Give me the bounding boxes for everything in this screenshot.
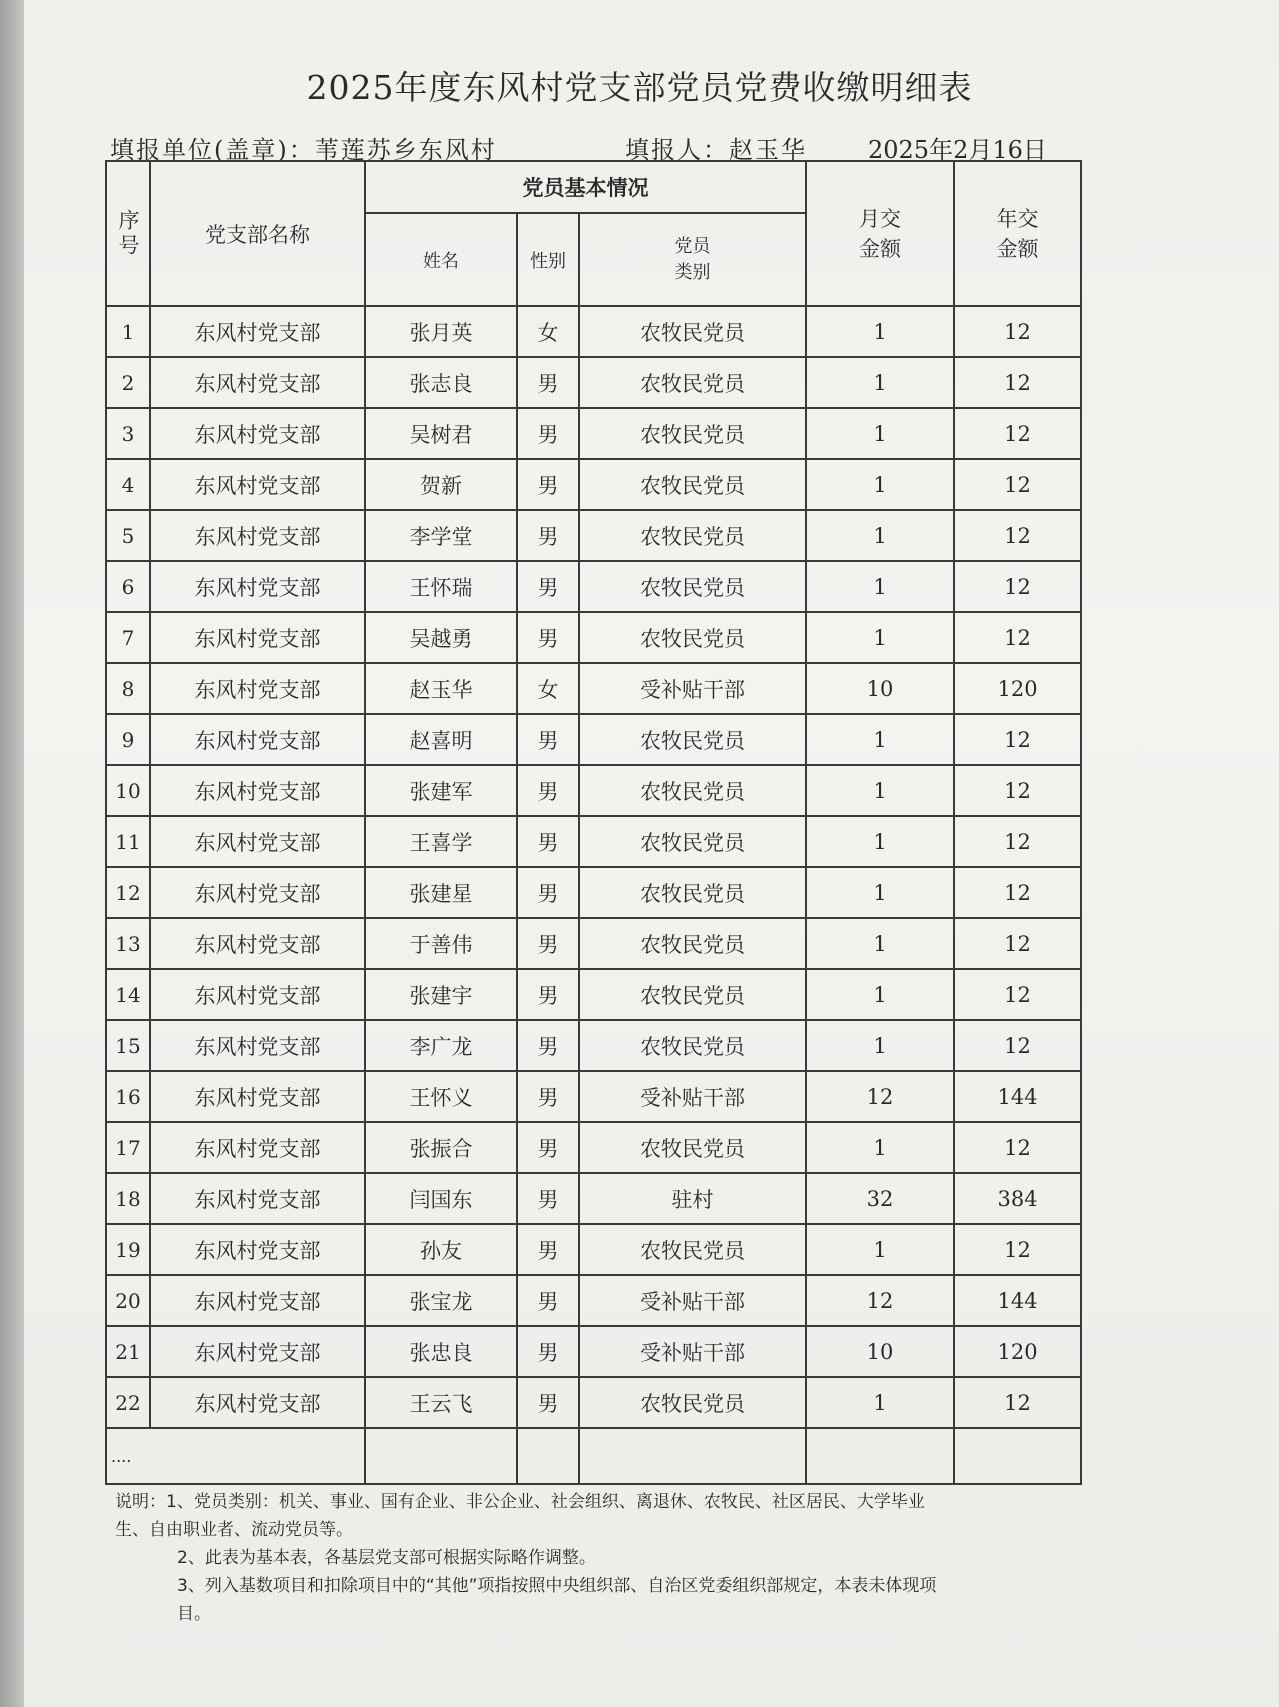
cell-branch: 东风村党支部 (150, 306, 365, 357)
cell-monthly: 1 (806, 969, 954, 1020)
cell-gender: 男 (517, 510, 579, 561)
cell-no: 14 (106, 969, 150, 1020)
ellipsis-cell (106, 1428, 365, 1484)
table-row (106, 357, 1081, 408)
cell-monthly: 1 (806, 510, 954, 561)
table-row (106, 765, 1081, 816)
cell-yearly: 12 (954, 357, 1081, 408)
cell-monthly: 1 (806, 918, 954, 969)
cell-no: 15 (106, 1020, 150, 1071)
cell-gender: 男 (517, 867, 579, 918)
cell-yearly: 12 (954, 918, 1081, 969)
cell-branch: 东风村党支部 (150, 612, 365, 663)
table-row (106, 1275, 1081, 1326)
cell-name: 闫国东 (365, 1173, 517, 1224)
cell-yearly: 12 (954, 969, 1081, 1020)
table-row (106, 306, 1081, 357)
cell-category: 驻村 (579, 1173, 806, 1224)
empty-cell (579, 1428, 806, 1484)
report-date: 2025年2月16日 (868, 136, 1047, 164)
cell-monthly: 1 (806, 765, 954, 816)
cell-category: 农牧民党员 (579, 867, 806, 918)
cell-no: 13 (106, 918, 150, 969)
cell-name: 吴越勇 (365, 612, 517, 663)
cell-yearly: 12 (954, 510, 1081, 561)
cell-gender: 女 (517, 663, 579, 714)
cell-gender: 男 (517, 357, 579, 408)
cell-name: 王怀瑞 (365, 561, 517, 612)
header-monthly-label: 月交金额 (859, 206, 902, 261)
cell-monthly: 1 (806, 612, 954, 663)
cell-category: 受补贴干部 (579, 1326, 806, 1377)
cell-category: 农牧民党员 (579, 816, 806, 867)
table-row (106, 561, 1081, 612)
cell-no: 18 (106, 1173, 150, 1224)
cell-gender: 男 (517, 1071, 579, 1122)
cell-yearly: 12 (954, 1020, 1081, 1071)
cell-gender: 男 (517, 1275, 579, 1326)
cell-no: 2 (106, 357, 150, 408)
table-row (106, 459, 1081, 510)
table-row (106, 918, 1081, 969)
cell-category: 农牧民党员 (579, 1377, 806, 1428)
cell-name: 贺新 (365, 459, 517, 510)
table-row (106, 714, 1081, 765)
cell-monthly: 10 (806, 1326, 954, 1377)
cell-no: 3 (106, 408, 150, 459)
cell-name: 张振合 (365, 1122, 517, 1173)
cell-yearly: 12 (954, 561, 1081, 612)
cell-branch: 东风村党支部 (150, 1377, 365, 1428)
cell-category: 受补贴干部 (579, 1275, 806, 1326)
cell-yearly: 12 (954, 612, 1081, 663)
cell-yearly: 12 (954, 1122, 1081, 1173)
table-row (106, 408, 1081, 459)
cell-gender: 男 (517, 765, 579, 816)
cell-monthly: 12 (806, 1071, 954, 1122)
header-category-label: 党员类别 (674, 235, 711, 283)
cell-branch: 东风村党支部 (150, 459, 365, 510)
cell-no: 4 (106, 459, 150, 510)
cell-category: 农牧民党员 (579, 765, 806, 816)
table-row (106, 1326, 1081, 1377)
header-yearly-label: 年交金额 (996, 206, 1039, 261)
cell-no: 11 (106, 816, 150, 867)
header-gender: 性别 (517, 213, 579, 306)
cell-no: 12 (106, 867, 150, 918)
cell-monthly: 1 (806, 714, 954, 765)
cell-monthly: 1 (806, 561, 954, 612)
cell-name: 张宝龙 (365, 1275, 517, 1326)
cell-name: 张建军 (365, 765, 517, 816)
cell-category: 农牧民党员 (579, 357, 806, 408)
cell-branch: 东风村党支部 (150, 1071, 365, 1122)
cell-name: 张建宇 (365, 969, 517, 1020)
cell-name: 李学堂 (365, 510, 517, 561)
cell-no: 5 (106, 510, 150, 561)
cell-gender: 男 (517, 1020, 579, 1071)
empty-cell (954, 1428, 1081, 1484)
cell-branch: 东风村党支部 (150, 816, 365, 867)
cell-monthly: 1 (806, 816, 954, 867)
cell-yearly: 144 (954, 1275, 1081, 1326)
cell-name: 张忠良 (365, 1326, 517, 1377)
cell-branch: 东风村党支部 (150, 1224, 365, 1275)
cell-no: 7 (106, 612, 150, 663)
cell-category: 农牧民党员 (579, 714, 806, 765)
cell-name: 于善伟 (365, 918, 517, 969)
cell-name: 张建星 (365, 867, 517, 918)
empty-cell (806, 1428, 954, 1484)
cell-no: 20 (106, 1275, 150, 1326)
cell-category: 农牧民党员 (579, 459, 806, 510)
cell-monthly: 32 (806, 1173, 954, 1224)
cell-no: 16 (106, 1071, 150, 1122)
cell-branch: 东风村党支部 (150, 918, 365, 969)
cell-yearly: 12 (954, 1224, 1081, 1275)
header-name: 姓名 (365, 213, 517, 306)
note-2: 2、此表为基本表，各基层党支部可根据实际略作调整。 (177, 1548, 596, 1568)
empty-cell (517, 1428, 579, 1484)
table-row (106, 816, 1081, 867)
cell-monthly: 1 (806, 867, 954, 918)
cell-name: 孙友 (365, 1224, 517, 1275)
cell-category: 农牧民党员 (579, 1122, 806, 1173)
cell-yearly: 120 (954, 663, 1081, 714)
cell-gender: 男 (517, 459, 579, 510)
notes (115, 1488, 945, 1628)
cell-yearly: 12 (954, 714, 1081, 765)
cell-branch: 东风村党支部 (150, 408, 365, 459)
cell-monthly: 10 (806, 663, 954, 714)
cell-category: 农牧民党员 (579, 969, 806, 1020)
note-3: 3、列入基数项目和扣除项目中的“其他”项指按照中央组织部、自治区党委组织部规定，本表未体现项目。 (177, 1576, 937, 1624)
table-body (106, 306, 1081, 1428)
cell-no: 22 (106, 1377, 150, 1428)
table-row (106, 510, 1081, 561)
cell-branch: 东风村党支部 (150, 714, 365, 765)
cell-name: 王怀义 (365, 1071, 517, 1122)
cell-branch: 东风村党支部 (150, 1275, 365, 1326)
cell-monthly: 1 (806, 357, 954, 408)
cell-yearly: 12 (954, 765, 1081, 816)
cell-no: 1 (106, 306, 150, 357)
table-row (106, 1224, 1081, 1275)
cell-no: 21 (106, 1326, 150, 1377)
cell-gender: 女 (517, 306, 579, 357)
table-row (106, 612, 1081, 663)
header-branch: 党支部名称 (150, 161, 365, 306)
table-row (106, 1122, 1081, 1173)
cell-gender: 男 (517, 612, 579, 663)
cell-name: 李广龙 (365, 1020, 517, 1071)
cell-yearly: 120 (954, 1326, 1081, 1377)
table-row (106, 969, 1081, 1020)
cell-category: 农牧民党员 (579, 918, 806, 969)
cell-gender: 男 (517, 969, 579, 1020)
cell-monthly: 1 (806, 1224, 954, 1275)
cell-name: 吴树君 (365, 408, 517, 459)
cell-category: 农牧民党员 (579, 561, 806, 612)
cell-name: 张志良 (365, 357, 517, 408)
cell-category: 农牧民党员 (579, 510, 806, 561)
cell-name: 王喜学 (365, 816, 517, 867)
cell-category: 农牧民党员 (579, 1224, 806, 1275)
cell-name: 张月英 (365, 306, 517, 357)
cell-category: 农牧民党员 (579, 306, 806, 357)
cell-branch: 东风村党支部 (150, 1122, 365, 1173)
cell-category: 农牧民党员 (579, 1020, 806, 1071)
cell-name: 赵玉华 (365, 663, 517, 714)
cell-branch: 东风村党支部 (150, 1326, 365, 1377)
note-1: 说明：1、党员类别：机关、事业、国有企业、非公企业、社会组织、离退休、农牧民、社区居民、大学毕业生、自由职业者、流动党员等。 (115, 1492, 925, 1540)
cell-no: 8 (106, 663, 150, 714)
cell-name: 赵喜明 (365, 714, 517, 765)
cell-gender: 男 (517, 561, 579, 612)
reporting-unit: 填报单位(盖章)：苇莲苏乡东风村 (110, 136, 497, 164)
header-index: 序号 (106, 161, 150, 306)
cell-branch: 东风村党支部 (150, 561, 365, 612)
cell-yearly: 144 (954, 1071, 1081, 1122)
cell-yearly: 12 (954, 1377, 1081, 1428)
cell-monthly: 1 (806, 1122, 954, 1173)
cell-branch: 东风村党支部 (150, 765, 365, 816)
cell-category: 农牧民党员 (579, 408, 806, 459)
table-row (106, 1020, 1081, 1071)
ellipsis-text: .... (111, 1446, 132, 1466)
cell-gender: 男 (517, 1173, 579, 1224)
table-row (106, 1071, 1081, 1122)
cell-branch: 东风村党支部 (150, 663, 365, 714)
cell-gender: 男 (517, 816, 579, 867)
cell-gender: 男 (517, 1326, 579, 1377)
cell-gender: 男 (517, 1377, 579, 1428)
cell-branch: 东风村党支部 (150, 1020, 365, 1071)
table-row (106, 1377, 1081, 1428)
reporter-name: 填报人：赵玉华 (625, 136, 807, 164)
cell-monthly: 1 (806, 1020, 954, 1071)
cell-branch: 东风村党支部 (150, 969, 365, 1020)
cell-no: 17 (106, 1122, 150, 1173)
table-row (106, 867, 1081, 918)
cell-yearly: 384 (954, 1173, 1081, 1224)
cell-gender: 男 (517, 1224, 579, 1275)
cell-monthly: 1 (806, 459, 954, 510)
cell-yearly: 12 (954, 459, 1081, 510)
cell-no: 6 (106, 561, 150, 612)
dues-table (105, 160, 1082, 1485)
cell-branch: 东风村党支部 (150, 1173, 365, 1224)
cell-no: 9 (106, 714, 150, 765)
cell-branch: 东风村党支部 (150, 357, 365, 408)
cell-branch: 东风村党支部 (150, 867, 365, 918)
cell-gender: 男 (517, 1122, 579, 1173)
cell-category: 农牧民党员 (579, 612, 806, 663)
table-row (106, 663, 1081, 714)
cell-yearly: 12 (954, 816, 1081, 867)
cell-name: 王云飞 (365, 1377, 517, 1428)
cell-no: 19 (106, 1224, 150, 1275)
cell-gender: 男 (517, 408, 579, 459)
cell-monthly: 12 (806, 1275, 954, 1326)
cell-yearly: 12 (954, 306, 1081, 357)
header-category (579, 213, 806, 306)
header-monthly (806, 161, 954, 306)
cell-gender: 男 (517, 714, 579, 765)
empty-cell (365, 1428, 517, 1484)
document-title: 2025年度东风村党支部党员党费收缴明细表 (306, 68, 973, 107)
cell-yearly: 12 (954, 867, 1081, 918)
header-basic-info: 党员基本情况 (365, 161, 806, 213)
cell-no: 10 (106, 765, 150, 816)
table-row (106, 1173, 1081, 1224)
cell-monthly: 1 (806, 306, 954, 357)
cell-gender: 男 (517, 918, 579, 969)
cell-yearly: 12 (954, 408, 1081, 459)
cell-monthly: 1 (806, 408, 954, 459)
cell-monthly: 1 (806, 1377, 954, 1428)
cell-branch: 东风村党支部 (150, 510, 365, 561)
cell-category: 受补贴干部 (579, 1071, 806, 1122)
cell-category: 受补贴干部 (579, 663, 806, 714)
header-yearly (954, 161, 1081, 306)
